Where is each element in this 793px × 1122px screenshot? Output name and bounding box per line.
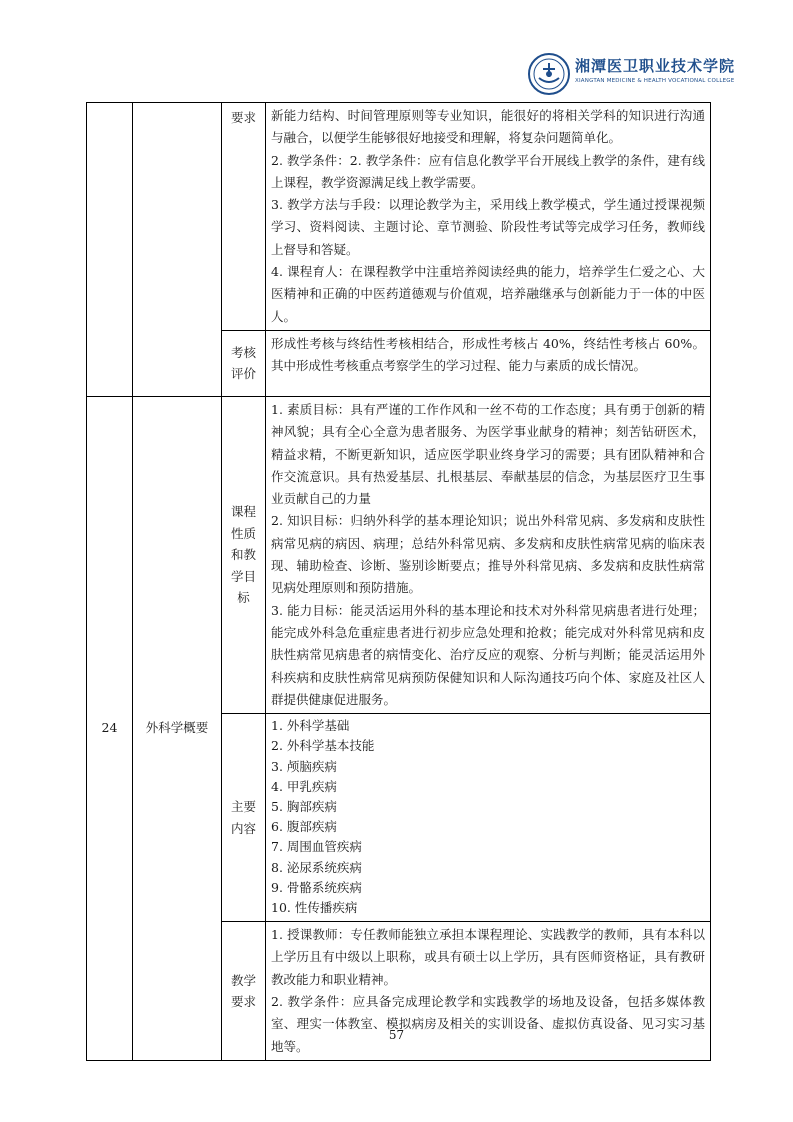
list-item: 7. 周围血管疾病 xyxy=(271,839,362,855)
list-item: 10. 性传播疾病 xyxy=(271,899,358,915)
list-item: 3. 颅脑疾病 xyxy=(271,758,337,774)
row-label-text: 要求 xyxy=(230,110,256,125)
row-label-text: 教学要求 xyxy=(230,972,256,1010)
row-content xyxy=(266,330,711,396)
list-item: 2. 外科学基本技能 xyxy=(271,738,375,754)
paragraph: 形成性考核与终结性考核相结合，形成性考核占 40%，终结性考核占 60%。其中形成性考核重点考察学生的学习过程、能力与素质的成长情况。 xyxy=(271,335,705,374)
paragraph: 2. 教学条件：应具备完成理论教学和实践教学的场地及设备，包括多媒体教室、理实一体教室、模拟病房及相关的实训设备、虚拟仿真设备、见习实习基地等。 xyxy=(271,994,705,1054)
row-label xyxy=(222,103,266,331)
list-item: 6. 腹部疾病 xyxy=(271,819,337,835)
table-row xyxy=(87,396,711,713)
paragraph: 1. 授课教师：专任教师能独立承担本课程理论、实践教学的教师，具有本科以上学历且有中级以上职称，或具有硕士以上学历，具有医师资格证，具有教研教改能力和职业精神。 xyxy=(271,927,705,987)
logo-name-cn: 湘潭医卫职业技术学院 xyxy=(575,57,736,75)
logo-name-en: XIANGTAN MEDICINE & HEALTH VOCATIONAL COLLEGE xyxy=(575,78,735,84)
row-label-text: 主要内容 xyxy=(230,799,256,836)
row-content xyxy=(266,103,711,331)
paragraph: 4. 课程育人：在课程教学中注重培养阅读经典的能力，培养学生仁爱之心、大医精神和正确的中医药道德观与价值观，培养融继承与创新能力于一体的中医人。 xyxy=(271,264,705,324)
list-item: 8. 泌尿系统疾病 xyxy=(271,859,362,875)
course-table xyxy=(86,102,711,1061)
paragraph: 1. 素质目标：具有严谨的工作作风和一丝不苟的工作态度；具有勇于创新的精神风貌；具有全心全意为患者服务、为医学事业献身的精神；刻苦钻研医术，精益求精，不断更新知识，适应医学职业终身学习的需要；具有团队精神和合作交流意识。具有热爱基层、扎根基层、奉献基层的信念，为基层医疗卫生事业贡献自己的力量 xyxy=(271,401,705,507)
course-name xyxy=(133,396,222,1060)
college-logo xyxy=(527,52,736,102)
list-item: 1. 外科学基础 xyxy=(271,718,350,734)
row-label xyxy=(222,396,266,713)
paragraph: 新能力结构、时间管理原则等专业知识，能很好的将相关学科的知识进行沟通与融合，以便学生能够很好地接受和理解，将复杂问题简单化。 xyxy=(271,108,705,146)
row-content xyxy=(266,714,711,922)
paragraph: 3. 教学方法与手段：以理论教学为主，采用线上教学模式，学生通过授课视频学习、资料阅读、主题讨论、章节测验、阶段性考试等完成学习任务，教师线上督导和答疑。 xyxy=(271,197,705,257)
course-number xyxy=(87,396,133,1060)
paragraph: 3. 能力目标：能灵活运用外科的基本理论和技术对外科常见病患者进行处理；能完成外科急危重症患者进行初步应急处理和抢救；能完成对外科常见病和皮肤性病常见病患者的病情变化、治疗反应的观察、分析与判断；能灵活运用外科疾病和皮肤性病常见病预防保健知识和人际沟通技巧向个体、家庭及社区人群提供健康促进服务。 xyxy=(271,602,705,707)
course-name-text: 外科学概要 xyxy=(145,720,209,736)
table-row xyxy=(87,103,711,331)
row-label xyxy=(222,330,266,396)
row-content xyxy=(266,396,711,713)
empty-name-cell xyxy=(133,103,222,397)
paragraph: 2. 教学条件：2. 教学条件：应有信息化教学平台开展线上教学的条件，建有线上课程，教学资源满足线上教学需要。 xyxy=(271,152,705,190)
paragraph: 2. 知识目标：归纳外科学的基本理论知识；说出外科常见病、多发病和皮肤性病常见病的病因、病理；总结外科常见病、多发病和皮肤性病常见病的临床表现、辅助检查、诊断、鉴别诊断要点；推导外科常见病、多发病和皮肤性病常见病处理原则和预防措施。 xyxy=(271,513,705,596)
row-label-text: 课程性质和教学目标 xyxy=(230,504,256,606)
list-item: 5. 胸部疾病 xyxy=(271,798,337,814)
row-label-text: 考核评价 xyxy=(230,344,256,382)
college-emblem-icon xyxy=(527,52,571,96)
list-item: 4. 甲乳疾病 xyxy=(271,778,337,794)
list-item: 9. 骨骼系统疾病 xyxy=(271,879,362,895)
course-number-text: 24 xyxy=(101,720,118,736)
page-number: 57 xyxy=(388,1028,405,1042)
row-label xyxy=(222,714,266,922)
empty-number-cell xyxy=(87,103,133,397)
